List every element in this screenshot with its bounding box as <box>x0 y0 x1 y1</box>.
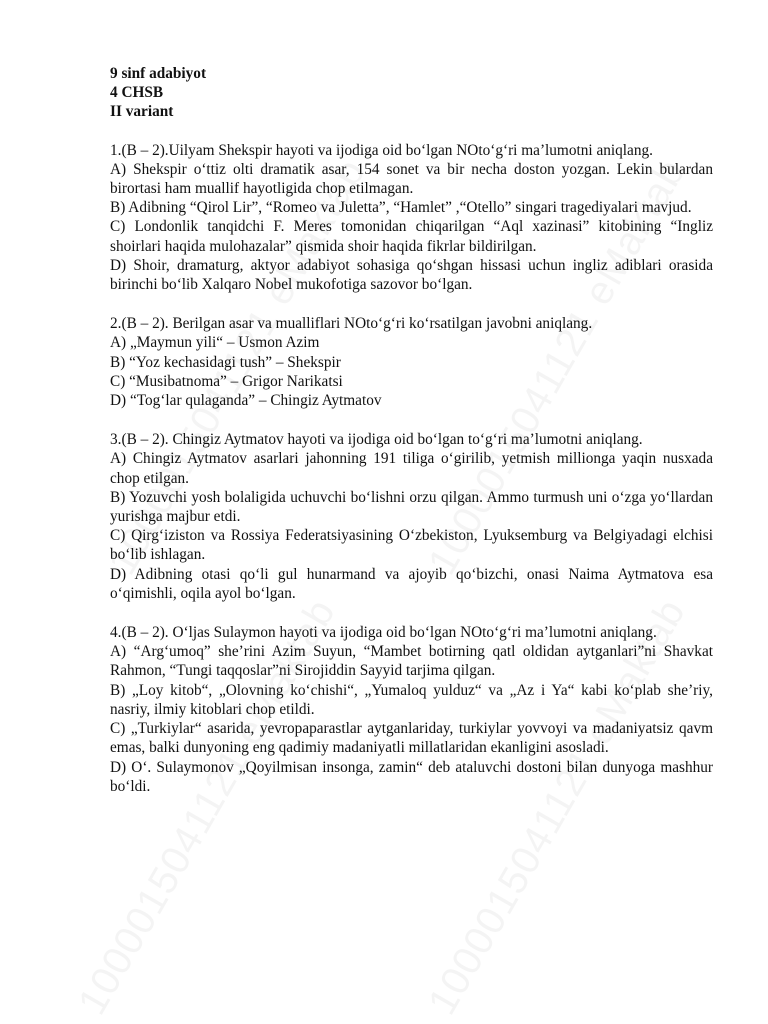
answer-option-c: C) Qirg‘iziston va Rossiya Federatsiyasining O‘zbekiston, Lyuksemburg va Belgiyadagi elchisi bo‘lib ishlagan. <box>110 527 713 564</box>
question-3 <box>110 430 713 603</box>
question-stem: 1.(B – 2).Uilyam Shekspir hayoti va ijodiga oid bo‘lgan NOto‘g‘ri ma’lumotni aniqlang. <box>110 141 653 159</box>
answer-option-c: C) “Musibatnoma” – Grigor Narikatsi <box>110 372 343 390</box>
question-stem: 2.(B – 2). Berilgan asar va mualliflari NOto‘g‘ri ko‘rsatilgan javobni aniqlang. <box>110 315 593 333</box>
answer-option-d: D) “Tog‘lar qulaganda” – Chingiz Aytmatov <box>110 392 382 410</box>
answer-option-b: B) „Loy kitob“, „Olovning ko‘chishi“, „Yumaloq yulduz“ va „Az i Ya“ kabi ko‘plab she’riy, nasriy, ilmiy kitoblari chop etildi. <box>110 681 713 718</box>
question-stem: 3.(B – 2). Chingiz Aytmatov hayoti va ijodiga oid bo‘lgan to‘g‘ri ma’lumotni aniqlang. <box>110 431 643 449</box>
answer-option-b: B) Adibning “Qirol Lir”, “Romeo va Juletta”, “Hamlet” ,“Otello” singari tragediyalari mavjud. <box>110 199 692 217</box>
answer-option-c: C) Londonlik tanqidchi F. Meres tomonidan chiqarilgan “Aql xazinasi” kitobining “Ingliz shoirlari haqida mulohazalar” qismida shoir haqida fikrlar bildirilgan. <box>110 218 713 255</box>
answer-option-a: A) „Maymun yili“ – Usmon Azim <box>110 334 320 352</box>
question-4 <box>110 623 713 796</box>
answer-option-b: B) Yozuvchi yosh bolaligida uchuvchi bo‘lishni orzu qilgan. Ammo turmush uni o‘zga yo‘llardan yurishga majbur etdi. <box>110 488 713 526</box>
subject-title: 9 sinf adabiyot <box>110 65 207 82</box>
answer-option-a: A) Chingiz Aytmatov asarlari jahonning 191 tiliga o‘girilib, yetmish millionga yaqin nusxada chop etilgan. <box>110 450 713 487</box>
answer-option-a: A) “Arg‘umoq” she’rini Azim Suyun, “Mambet botirning qatl oldidan aytganlari”ni Shavkat Rahmon, “Tungi taqqoslar”ni Sirojiddin Sayyid tarjima qilgan. <box>110 643 713 680</box>
answer-option-d: D) Shoir, dramaturg, aktyor adabiyot sohasiga qo‘shgan hissasi uchun ingliz adiblari orasida birinchi bo‘lib Xalqaro Nobel mukofotiga sazovor bo‘lgan. <box>110 256 713 294</box>
question-2 <box>110 314 713 410</box>
answer-option-b: B) “Yoz kechasidagi tush” – Shekspir <box>110 353 341 371</box>
answer-option-a: A) Shekspir o‘ttiz olti dramatik asar, 154 sonet va bir necha doston yozgan. Lekin bulardan birortasi ham muallif hayotligida chop etilmagan. <box>110 160 713 198</box>
test-title: 4 CHSB <box>110 84 164 102</box>
answer-option-d: D) Adibning otasi qo‘li gul hunarmand va ajoyib qo‘bizchi, onasi Naima Aytmatova esa o‘qimishli, oqila ayol bo‘lgan. <box>110 565 713 602</box>
document-content <box>110 64 713 796</box>
question-stem: 4.(B – 2). O‘ljas Sulaymon hayoti va ijodiga oid bo‘lgan NOto‘g‘ri ma’lumotni aniqlang. <box>110 624 657 642</box>
variant-title: II variant <box>110 103 174 121</box>
answer-option-c: C) „Turkiylar“ asarida, yevropaparastlar aytganlariday, turkiylar yovvoyi va madaniyatsiz qavm emas, balki dunyoning eng qadimiy madaniyatli millatlaridan ekanligini asosladi. <box>110 720 713 757</box>
question-1 <box>110 141 713 295</box>
answer-option-d: D) O‘. Sulaymonov „Qoyilmisan insonga, zamin“ deb ataluvchi dostoni bilan dunyoga mashhur bo‘ldi. <box>110 758 713 795</box>
